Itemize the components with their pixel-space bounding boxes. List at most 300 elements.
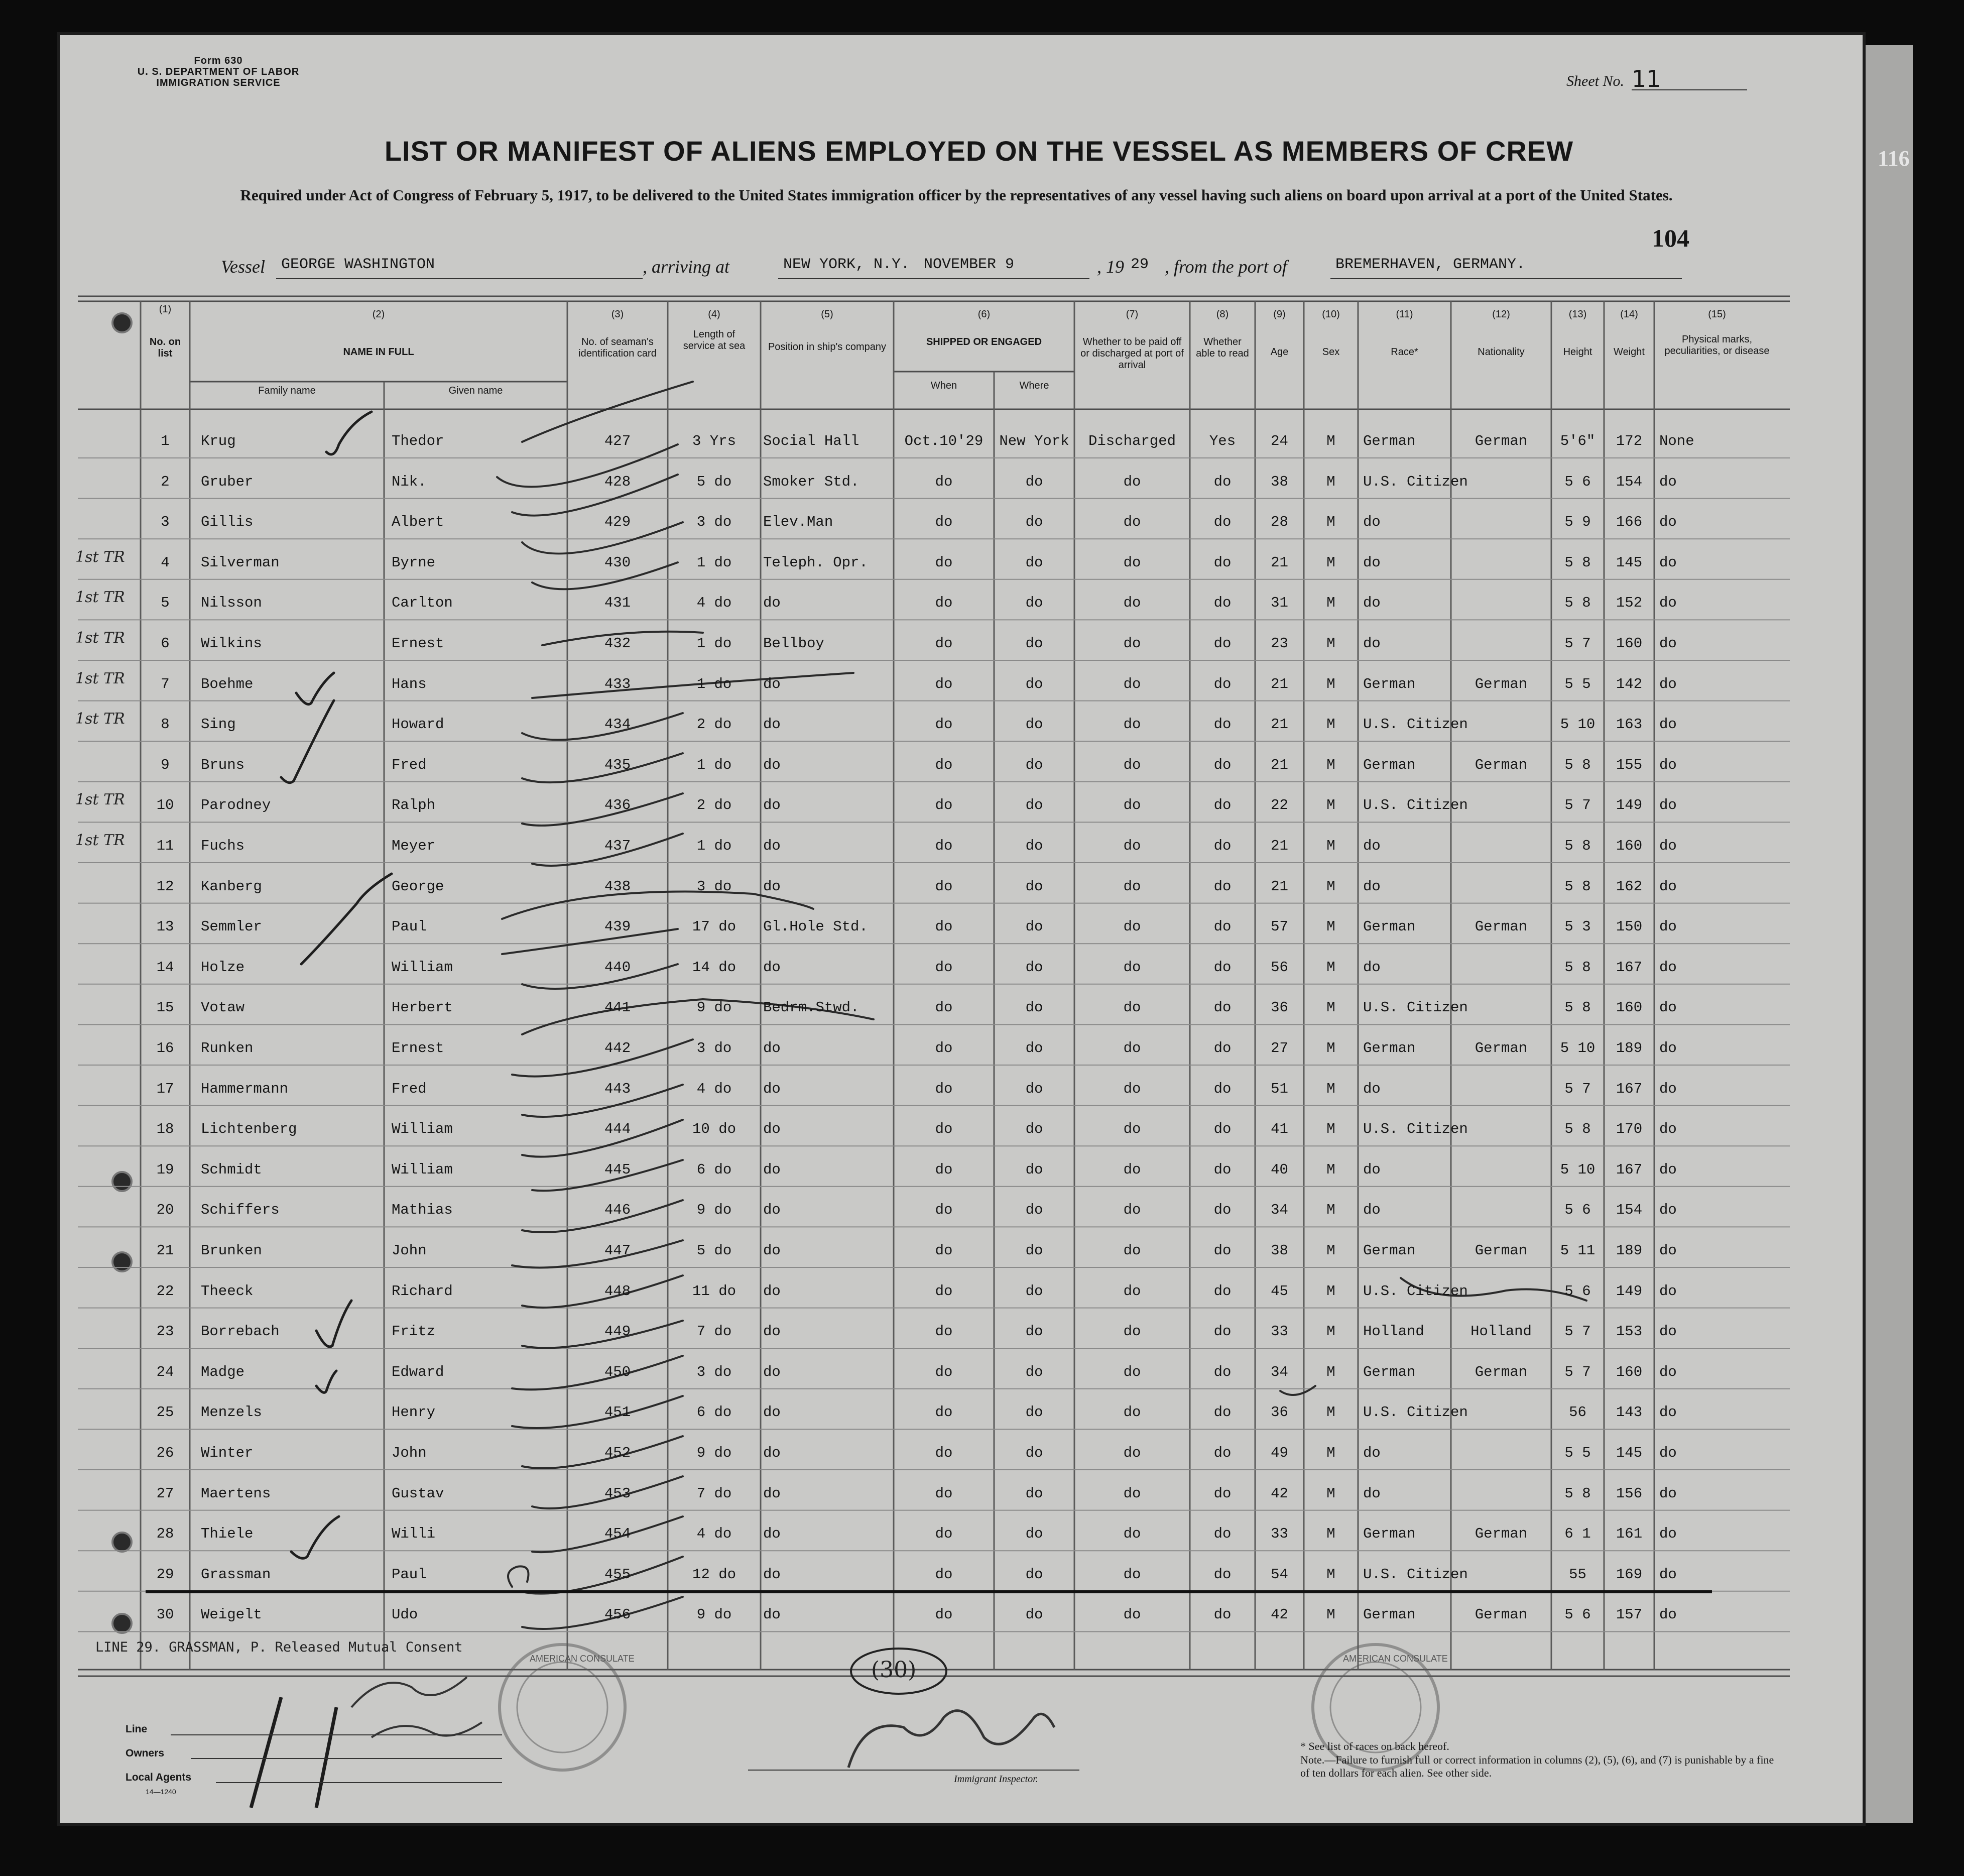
cell-given: Mathias — [392, 1202, 453, 1219]
cell-paid: do — [1123, 1485, 1141, 1502]
cell-family: Madge — [201, 1363, 245, 1380]
cell-nationality: German — [1475, 1526, 1528, 1543]
cell-position: do — [763, 1161, 781, 1178]
cell-card: 441 — [604, 999, 631, 1016]
cell-marks: do — [1659, 1323, 1677, 1340]
cell-card: 446 — [604, 1202, 631, 1219]
cell-service: 14 do — [692, 959, 736, 976]
cell-family: Semmler — [201, 918, 262, 935]
cell-position: do — [763, 1445, 781, 1461]
cell-race: German — [1363, 1363, 1416, 1380]
cell-marks: do — [1659, 838, 1677, 854]
cell-marks: do — [1659, 1485, 1677, 1502]
cell-paid: do — [1123, 756, 1141, 773]
cell-race: do — [1363, 878, 1381, 895]
cell-service: 3 do — [696, 1040, 732, 1057]
cell-family: Wilkins — [201, 635, 262, 652]
cell-no: 7 — [161, 675, 170, 692]
cell-where: do — [1025, 1323, 1043, 1340]
cell-family: Brunken — [201, 1242, 262, 1259]
cell-family: Krug — [201, 433, 236, 449]
cell-given: Herbert — [392, 999, 453, 1016]
cell-race: German — [1363, 433, 1416, 449]
cell-height: 5 3 — [1564, 918, 1591, 935]
cell-height: 5 8 — [1564, 1121, 1591, 1138]
cell-service: 2 do — [696, 797, 732, 814]
cell-read: Yes — [1209, 433, 1236, 449]
cell-no: 16 — [156, 1040, 174, 1057]
cell-family: Votaw — [201, 999, 245, 1016]
cell-family: Lichtenberg — [201, 1121, 297, 1138]
cell-paid: do — [1123, 1363, 1141, 1380]
cell-height: 5 8 — [1564, 595, 1591, 612]
cell-paid: do — [1123, 1242, 1141, 1259]
cell-paid: do — [1123, 514, 1141, 531]
cell-given: Fred — [392, 1080, 427, 1097]
col-num-15: (15) — [1708, 309, 1726, 320]
col-num-7: (7) — [1126, 309, 1139, 320]
cell-no: 27 — [156, 1485, 174, 1502]
cell-given: Edward — [392, 1363, 444, 1380]
cell-where: do — [1025, 1080, 1043, 1097]
cell-age: 36 — [1271, 1404, 1288, 1421]
cell-where: do — [1025, 918, 1043, 935]
cell-when: do — [935, 595, 953, 612]
cell-height: 5 10 — [1560, 1040, 1595, 1057]
cell-no: 9 — [161, 756, 170, 773]
cell-sex: M — [1326, 1040, 1335, 1057]
cell-where: do — [1025, 1161, 1043, 1178]
cell-sex: M — [1326, 473, 1335, 490]
cell-race: U.S. Citizen — [1363, 473, 1468, 490]
cell-where: do — [1025, 797, 1043, 814]
cell-height: 5 8 — [1564, 878, 1591, 895]
cell-sex: M — [1326, 999, 1335, 1016]
cell-service: 11 do — [692, 1282, 736, 1300]
cell-sex: M — [1326, 675, 1335, 692]
cell-marks: do — [1659, 918, 1677, 935]
cell-position: do — [763, 1202, 781, 1219]
cell-paid: do — [1123, 554, 1141, 571]
cell-marks: do — [1659, 1363, 1677, 1380]
cell-service: 3 Yrs — [692, 433, 736, 449]
cell-weight: 155 — [1616, 756, 1643, 773]
header-shipped-engaged: SHIPPED OR ENGAGED — [926, 336, 1042, 347]
cell-weight: 152 — [1616, 595, 1643, 612]
cell-weight: 157 — [1616, 1606, 1643, 1623]
cell-card: 447 — [604, 1242, 631, 1259]
cell-family: Sing — [201, 716, 236, 733]
cell-race: German — [1363, 1526, 1416, 1543]
cell-sex: M — [1326, 1161, 1335, 1178]
cell-given: Hans — [392, 675, 427, 692]
cell-card: 444 — [604, 1121, 631, 1138]
cell-position: do — [763, 878, 781, 895]
cell-card: 429 — [604, 514, 631, 531]
cell-family: Runken — [201, 1040, 254, 1057]
cell-given: Fred — [392, 756, 427, 773]
cell-marks: None — [1659, 433, 1694, 449]
cell-height: 5 6 — [1564, 1202, 1591, 1219]
cell-sex: M — [1326, 1606, 1335, 1623]
cell-when: do — [935, 1080, 953, 1097]
cell-marks: do — [1659, 1606, 1677, 1623]
arrival-year: 29 — [1131, 256, 1149, 273]
cell-sex: M — [1326, 635, 1335, 652]
cell-read: do — [1213, 1161, 1232, 1178]
cell-marks: do — [1659, 1526, 1677, 1543]
cell-card: 432 — [604, 635, 631, 652]
cell-given: Albert — [392, 514, 444, 531]
col-num-11: (11) — [1396, 309, 1413, 320]
cell-no: 18 — [156, 1121, 174, 1138]
cell-service: 4 do — [696, 1526, 732, 1543]
cell-family: Boehme — [201, 675, 254, 692]
cell-age: 21 — [1271, 716, 1288, 733]
cell-race: do — [1363, 514, 1381, 531]
cell-sex: M — [1326, 1242, 1335, 1259]
cell-read: do — [1213, 1040, 1232, 1057]
cell-read: do — [1213, 716, 1232, 733]
cell-position: do — [763, 1323, 781, 1340]
cell-height: 5 6 — [1564, 1606, 1591, 1623]
cell-marks: do — [1659, 1121, 1677, 1138]
cell-no: 2 — [161, 473, 170, 490]
cell-marks: do — [1659, 1161, 1677, 1178]
col-num-4: (4) — [708, 309, 720, 320]
cell-read: do — [1213, 878, 1232, 895]
cell-where: do — [1025, 1566, 1043, 1583]
col-num-13: (13) — [1568, 309, 1587, 320]
cell-paid: do — [1123, 595, 1141, 612]
cell-where: do — [1025, 878, 1043, 895]
cell-weight: 167 — [1616, 1080, 1643, 1097]
cell-card: 451 — [604, 1404, 631, 1421]
cell-position: do — [763, 838, 781, 854]
cell-height: 5 8 — [1564, 959, 1591, 976]
cell-card: 442 — [604, 1040, 631, 1057]
cell-given: John — [392, 1242, 427, 1259]
cell-sex: M — [1326, 797, 1335, 814]
vessel-name: GEORGE WASHINGTON — [281, 256, 435, 273]
header-family-name: Family name — [258, 385, 316, 396]
cell-family: Maertens — [201, 1485, 271, 1502]
cell-paid: do — [1123, 716, 1141, 733]
cell-where: do — [1025, 1404, 1043, 1421]
cell-no: 19 — [156, 1161, 174, 1178]
cell-paid: do — [1123, 918, 1141, 935]
cell-service: 1 do — [696, 756, 732, 773]
cell-height: 5 7 — [1564, 1080, 1591, 1097]
cell-read: do — [1213, 675, 1232, 692]
cell-family: Silverman — [201, 554, 280, 571]
cell-no: 4 — [161, 554, 170, 571]
departure-port: BREMERHAVEN, GERMANY. — [1335, 256, 1526, 273]
cell-position: Bellboy — [763, 635, 824, 652]
cell-paid: do — [1123, 797, 1141, 814]
cell-no: 6 — [161, 635, 170, 652]
cell-nationality: German — [1475, 433, 1528, 449]
cell-race: German — [1363, 1040, 1416, 1057]
header-given-name: Given name — [448, 385, 503, 396]
cell-given: Carlton — [392, 595, 453, 612]
cell-service: 3 do — [696, 878, 732, 895]
cell-weight: 172 — [1616, 433, 1643, 449]
cell-race: U.S. Citizen — [1363, 1404, 1468, 1421]
sheet-number-label: Sheet No. — [1566, 73, 1624, 89]
cell-given: Ralph — [392, 797, 436, 814]
cell-sex: M — [1326, 554, 1335, 571]
cell-card: 450 — [604, 1363, 631, 1380]
cell-read: do — [1213, 756, 1232, 773]
cell-read: do — [1213, 473, 1232, 490]
cell-race: do — [1363, 635, 1381, 652]
cell-age: 21 — [1271, 756, 1288, 773]
cell-paid: do — [1123, 878, 1141, 895]
cell-age: 40 — [1271, 1161, 1288, 1178]
cell-when: do — [935, 473, 953, 490]
cell-race: U.S. Citizen — [1363, 716, 1468, 733]
cell-service: 6 do — [696, 1404, 732, 1421]
year-prefix: , 19 — [1097, 257, 1124, 277]
cell-position: do — [763, 1080, 781, 1097]
cell-read: do — [1213, 999, 1232, 1016]
cell-marks: do — [1659, 756, 1677, 773]
cell-service: 5 do — [696, 473, 732, 490]
cell-sex: M — [1326, 1282, 1335, 1300]
cell-position: do — [763, 1566, 781, 1583]
arrival-port: NEW YORK, N.Y. — [783, 256, 910, 273]
cell-card: 452 — [604, 1445, 631, 1461]
penalty-note: Note.—Failure to furnish full or correct information in columns (2), (5), (6), and (7) is punishable by a fine of ten dollars for each alien. See other side. — [1300, 1753, 1774, 1779]
cell-race: German — [1363, 1606, 1416, 1623]
cell-when: do — [935, 1242, 953, 1259]
cell-no: 11 — [156, 838, 174, 854]
cell-service: 1 do — [696, 635, 732, 652]
cell-age: 33 — [1271, 1323, 1288, 1340]
cell-service: 4 do — [696, 595, 732, 612]
cell-height: 5 10 — [1560, 716, 1595, 733]
cell-race: Holland — [1363, 1323, 1424, 1340]
cell-race: do — [1363, 595, 1381, 612]
header-height: Height — [1563, 346, 1592, 358]
cell-weight: 149 — [1616, 1282, 1643, 1300]
cell-when: do — [935, 918, 953, 935]
cell-position: do — [763, 1363, 781, 1380]
cell-given: Paul — [392, 918, 427, 935]
cell-age: 28 — [1271, 514, 1288, 531]
cell-marks: do — [1659, 675, 1677, 692]
cell-age: 21 — [1271, 554, 1288, 571]
cell-weight: 166 — [1616, 514, 1643, 531]
col-num-2: (2) — [372, 309, 385, 320]
cell-race: U.S. Citizen — [1363, 1566, 1468, 1583]
cell-when: do — [935, 554, 953, 571]
cell-where: do — [1025, 1202, 1043, 1219]
cell-sex: M — [1326, 716, 1335, 733]
cell-card: 453 — [604, 1485, 631, 1502]
header-age: Age — [1270, 346, 1289, 358]
cell-when: do — [935, 959, 953, 976]
cell-no: 23 — [156, 1323, 174, 1340]
cell-age: 54 — [1271, 1566, 1288, 1583]
cell-read: do — [1213, 1121, 1232, 1138]
cell-weight: 167 — [1616, 959, 1643, 976]
cell-paid: do — [1123, 1606, 1141, 1623]
cell-family: Kanberg — [201, 878, 262, 895]
cell-nationality: German — [1475, 918, 1528, 935]
col-num-14: (14) — [1620, 309, 1638, 320]
cell-race: U.S. Citizen — [1363, 999, 1468, 1016]
cell-race: do — [1363, 1202, 1381, 1219]
cell-where: do — [1025, 514, 1043, 531]
cell-service: 1 do — [696, 554, 732, 571]
cell-paid: do — [1123, 1161, 1141, 1178]
cell-age: 21 — [1271, 675, 1288, 692]
cell-position: Elev.Man — [763, 514, 833, 531]
cell-service: 6 do — [696, 1161, 732, 1178]
cell-height: 5 8 — [1564, 838, 1591, 854]
cell-when: do — [935, 1121, 953, 1138]
cell-position: Smoker Std. — [763, 473, 860, 490]
cell-service: 1 do — [696, 838, 732, 854]
header-seaman-id: No. of seaman's identification card — [578, 336, 657, 359]
cell-family: Theeck — [201, 1282, 254, 1300]
vessel-label: Vessel — [221, 257, 265, 277]
cell-marks: do — [1659, 716, 1677, 733]
cell-paid: do — [1123, 959, 1141, 976]
header-paid-off: Whether to be paid off or discharged at port of arrival — [1080, 336, 1184, 371]
cell-sex: M — [1326, 433, 1335, 449]
cell-when: do — [935, 1606, 953, 1623]
cell-card: 430 — [604, 554, 631, 571]
cell-read: do — [1213, 1363, 1232, 1380]
cell-age: 41 — [1271, 1121, 1288, 1138]
cell-paid: do — [1123, 1404, 1141, 1421]
cell-family: Weigelt — [201, 1606, 262, 1623]
cell-given: George — [392, 878, 444, 895]
cell-no: 28 — [156, 1526, 174, 1543]
header-able-to-read: Whether able to read — [1196, 336, 1249, 359]
cell-read: do — [1213, 635, 1232, 652]
inspector-label: Immigrant Inspector. — [954, 1774, 1038, 1785]
cell-weight: 145 — [1616, 554, 1643, 571]
cell-marks: do — [1659, 1080, 1677, 1097]
cell-paid: do — [1123, 1040, 1141, 1057]
cell-sex: M — [1326, 1566, 1335, 1583]
cell-height: 5 8 — [1564, 756, 1591, 773]
cell-race: German — [1363, 675, 1416, 692]
cell-service: 2 do — [696, 716, 732, 733]
races-footnote: * See list of races on back hereof. — [1300, 1740, 1449, 1752]
cell-service: 4 do — [696, 1080, 732, 1097]
cell-where: do — [1025, 756, 1043, 773]
cell-position: Teleph. Opr. — [763, 554, 868, 571]
margin-note: 1st TR — [75, 629, 125, 647]
cell-position: do — [763, 1121, 781, 1138]
cell-sex: M — [1326, 595, 1335, 612]
cell-position: do — [763, 959, 781, 976]
cell-when: do — [935, 514, 953, 531]
cell-given: Meyer — [392, 838, 436, 854]
margin-note: 1st TR — [75, 832, 125, 849]
cell-read: do — [1213, 1080, 1232, 1097]
cell-card: 455 — [604, 1566, 631, 1583]
cell-age: 57 — [1271, 918, 1288, 935]
cell-family: Parodney — [201, 797, 271, 814]
cell-read: do — [1213, 554, 1232, 571]
margin-note: 1st TR — [75, 710, 125, 728]
from-port-label: , from the port of — [1165, 257, 1287, 277]
cell-race: do — [1363, 959, 1381, 976]
cell-sex: M — [1326, 1526, 1335, 1543]
cell-card: 428 — [604, 473, 631, 490]
cell-card: 435 — [604, 756, 631, 773]
cell-service: 5 do — [696, 1242, 732, 1259]
cell-given: William — [392, 1121, 453, 1138]
cell-where: do — [1025, 1242, 1043, 1259]
cell-when: do — [935, 1040, 953, 1057]
cell-when: do — [935, 756, 953, 773]
cell-card: 448 — [604, 1282, 631, 1300]
cell-card: 439 — [604, 918, 631, 935]
cell-family: Gillis — [201, 514, 254, 531]
cell-read: do — [1213, 1404, 1232, 1421]
cell-nationality: German — [1475, 756, 1528, 773]
cell-paid: do — [1123, 1526, 1141, 1543]
cell-position: do — [763, 1485, 781, 1502]
cell-read: do — [1213, 1282, 1232, 1300]
header-when: When — [930, 380, 957, 391]
cell-age: 51 — [1271, 1080, 1288, 1097]
cell-no: 30 — [156, 1606, 174, 1623]
margin-note: 1st TR — [75, 669, 125, 687]
cell-sex: M — [1326, 918, 1335, 935]
cell-no: 12 — [156, 878, 174, 895]
cell-where: do — [1025, 635, 1043, 652]
cell-service: 9 do — [696, 1445, 732, 1461]
cell-height: 55 — [1569, 1566, 1586, 1583]
cell-height: 5 7 — [1564, 635, 1591, 652]
header-physical-marks: Physical marks, peculiarities, or disease — [1664, 334, 1770, 357]
cell-marks: do — [1659, 554, 1677, 571]
cell-paid: do — [1123, 1202, 1141, 1219]
cell-given: Nik. — [392, 473, 427, 490]
cell-race: German — [1363, 1242, 1416, 1259]
cell-read: do — [1213, 595, 1232, 612]
cell-when: do — [935, 1363, 953, 1380]
cell-marks: do — [1659, 1202, 1677, 1219]
cell-paid: do — [1123, 635, 1141, 652]
cell-family: Menzels — [201, 1404, 262, 1421]
cell-service: 1 do — [696, 675, 732, 692]
cell-no: 5 — [161, 595, 170, 612]
cell-position: do — [763, 1040, 781, 1057]
cell-marks: do — [1659, 1445, 1677, 1461]
cell-read: do — [1213, 959, 1232, 976]
cell-family: Nilsson — [201, 595, 262, 612]
header-weight: Weight — [1614, 346, 1645, 358]
cell-service: 10 do — [692, 1121, 736, 1138]
cell-card: 436 — [604, 797, 631, 814]
margin-note: 1st TR — [75, 548, 125, 566]
cell-nationality: German — [1475, 1363, 1528, 1380]
cell-where: do — [1025, 473, 1043, 490]
cell-card: 456 — [604, 1606, 631, 1623]
cell-age: 27 — [1271, 1040, 1288, 1057]
header-nationality: Nationality — [1478, 346, 1525, 358]
cell-weight: 161 — [1616, 1526, 1643, 1543]
